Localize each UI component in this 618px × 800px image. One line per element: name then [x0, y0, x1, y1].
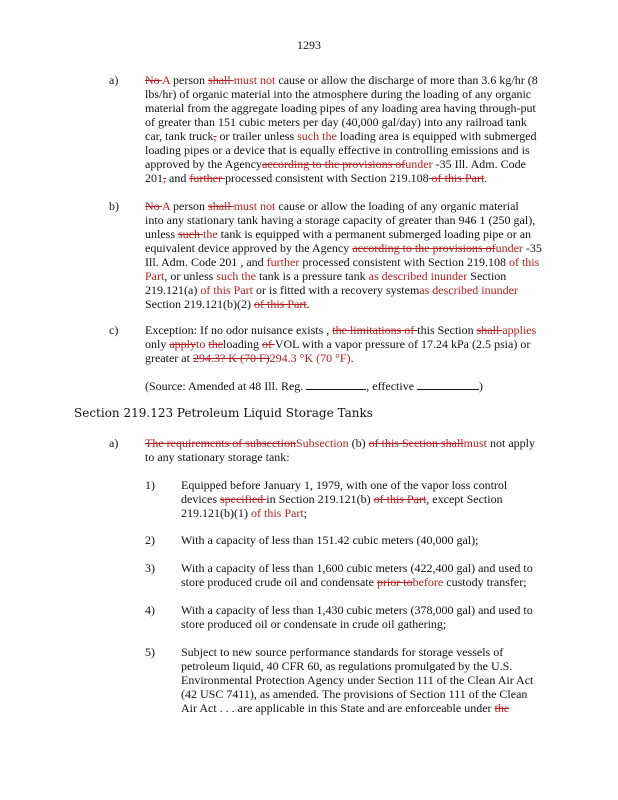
- section-123-a-body: [145, 436, 535, 464]
- text-line: [145, 87, 538, 101]
- para-a-label: a): [109, 73, 119, 87]
- text-run: Section: [470, 269, 507, 283]
- deleted-text: ,: [213, 129, 217, 143]
- text-run: With a capacity of less than 1,430 cubic meters (378,000 gal) and used to: [181, 603, 533, 617]
- text-run: lbs/hr) of organic material into the atmosphere during the loading of any organic: [145, 87, 532, 101]
- text-run: person: [170, 73, 209, 87]
- text-line: [145, 143, 538, 157]
- text-line: [181, 673, 533, 687]
- item-4-label: 4): [145, 603, 155, 617]
- deleted-text: No: [145, 199, 163, 213]
- item-1-label: 1): [145, 478, 155, 492]
- text-run: approved by the Agency: [145, 157, 262, 171]
- inserted-text: as described in: [419, 283, 491, 297]
- source-middle: , effective: [366, 379, 418, 393]
- text-line: [145, 323, 536, 337]
- deleted-text: according to the provisions of: [261, 157, 406, 171]
- text-run: equivalent device approved by the Agency: [145, 241, 353, 255]
- text-run: Ill. Adm. Code 201: [145, 255, 238, 269]
- inserted-text: under: [439, 269, 471, 283]
- text-run: .: [306, 297, 310, 311]
- inserted-text: Subsection: [295, 436, 349, 450]
- text-line: [145, 255, 542, 269]
- source-suffix: ): [479, 379, 484, 393]
- text-run: loading area is equipped with submerged: [336, 129, 537, 143]
- text-line: [181, 575, 533, 589]
- inserted-text: Part: [145, 269, 165, 283]
- deleted-text: No: [145, 73, 163, 87]
- text-run: VOL with a vapor pressure of 17.24 kPa (2.5 psia) or: [274, 337, 531, 351]
- text-line: [181, 492, 507, 506]
- deleted-text: such: [178, 227, 203, 241]
- text-run: With a capacity of less than 1,600 cubic meters (422,400 gal) and used to: [181, 561, 533, 575]
- deleted-text: of this Part: [253, 297, 307, 311]
- text-line: [145, 129, 538, 143]
- text-line: [145, 269, 542, 283]
- inserted-text: must not: [233, 73, 276, 87]
- text-run: this Section: [417, 323, 477, 337]
- text-run: processed consistent with Section 219.108: [299, 255, 509, 269]
- text-run: tank is equipped with a permanent submerged loading pipe or an: [217, 227, 532, 241]
- deleted-text: specified: [219, 492, 267, 506]
- deleted-text: The requirements of subsection: [145, 436, 296, 450]
- text-line: [181, 533, 478, 547]
- text-run: , and: [237, 255, 267, 269]
- text-run: , except Section: [426, 492, 503, 506]
- inserted-text: of this: [508, 255, 540, 269]
- text-run: loading pipes or a device that is equally effective in controlling emissions and is: [145, 143, 530, 157]
- item-2-body: [181, 533, 478, 547]
- inserted-text: such the: [297, 129, 337, 143]
- inserted-text: under: [405, 157, 436, 171]
- text-run: With a capacity of less than 151.42 cubic meters (40,000 gal);: [181, 533, 479, 547]
- text-run: cause or allow the discharge of more than 3.6 kg/hr (8: [275, 73, 538, 87]
- text-line: [181, 645, 533, 659]
- text-run: 219.121(b)(1): [181, 506, 251, 520]
- text-run: person: [170, 199, 209, 213]
- deleted-text: shall: [476, 323, 503, 337]
- item-3-label: 3): [145, 561, 155, 575]
- source-note: [145, 379, 483, 393]
- text-line: [145, 73, 538, 87]
- inserted-text: must: [463, 436, 487, 450]
- text-run: petroleum liquid, 40 CFR 60, as regulations promulgated by the U.S.: [181, 659, 513, 673]
- text-run: or trailer unless: [216, 129, 298, 143]
- deleted-text: prior to: [376, 575, 413, 589]
- deleted-text: apply: [169, 337, 197, 351]
- deleted-text: of this Part: [373, 492, 427, 506]
- text-run: to any stationary storage tank:: [145, 450, 290, 464]
- inserted-text: must not: [233, 199, 276, 213]
- text-line: [181, 603, 533, 617]
- text-run: or is fitted with a recovery system: [253, 283, 420, 297]
- inserted-text: 294.3 °K (70 °F): [269, 351, 351, 365]
- inserted-text: before: [412, 575, 444, 589]
- text-line: [145, 436, 535, 450]
- item-4-body: [181, 603, 533, 631]
- text-line: [181, 617, 533, 631]
- text-run: Equipped before January 1, 1979, with one of the vapor loss control: [181, 478, 508, 492]
- text-run: car, tank truck: [145, 129, 214, 143]
- text-line: [181, 506, 507, 520]
- item-2-label: 2): [145, 533, 155, 547]
- text-run: processed consistent with Section 219.108: [224, 171, 429, 185]
- text-line: [145, 227, 542, 241]
- item-3-body: [181, 561, 533, 589]
- inserted-text: of this Part: [200, 283, 253, 297]
- text-run: 201: [145, 171, 163, 185]
- deleted-text: according to the provisions of: [352, 241, 496, 255]
- source-blank-2: [417, 379, 479, 390]
- text-line: [145, 101, 538, 115]
- text-run: .: [484, 171, 488, 185]
- deleted-text: the: [208, 337, 224, 351]
- deleted-text: shall: [208, 73, 234, 87]
- deleted-text: 294.3? K (70 F): [192, 351, 270, 365]
- text-run: devices: [181, 492, 220, 506]
- text-run: Exception: If no odor nuisance exists ,: [145, 323, 333, 337]
- text-line: [181, 701, 533, 715]
- text-line: [145, 115, 538, 129]
- text-line: [145, 213, 542, 227]
- text-line: [145, 283, 542, 297]
- inserted-text: A: [162, 73, 171, 87]
- text-run: loading: [223, 337, 263, 351]
- text-run: ;: [303, 506, 307, 520]
- source-prefix: (Source: Amended at 48 Ill. Reg.: [145, 379, 307, 393]
- para-b-body: [145, 199, 542, 311]
- text-run: -35 Ill. Adm. Code: [435, 157, 526, 171]
- item-5-label: 5): [145, 645, 155, 659]
- text-run: Environmental Protection Agency under Section 111 of the Clean Air Act: [181, 673, 534, 687]
- text-run: store produced crude oil and condensate: [181, 575, 377, 589]
- inserted-text: under: [495, 241, 526, 255]
- text-line: [145, 171, 538, 185]
- para-c-body: [145, 323, 536, 365]
- inserted-text: as described in: [368, 269, 440, 283]
- deleted-text: the limitations of: [332, 323, 418, 337]
- para-a-body: [145, 73, 538, 185]
- text-line: [181, 478, 507, 492]
- text-run: tank is a pressure tank: [256, 269, 369, 283]
- item-5-body: [181, 645, 533, 715]
- text-run: cause or allow the loading of any organic material: [275, 199, 519, 213]
- para-c-label: c): [109, 323, 119, 337]
- text-line: [181, 659, 533, 673]
- text-run: -35: [525, 241, 542, 255]
- section-heading: Section 219.123 Petroleum Liquid Storage Tanks: [74, 406, 373, 420]
- text-run: Air Act . . . are applicable in this State and are enforceable under: [181, 701, 495, 715]
- text-run: material from the aggregate loading pipes of any loading area having through-put: [145, 101, 536, 115]
- inserted-text: under: [490, 283, 518, 297]
- text-line: [145, 337, 536, 351]
- text-run: not apply: [486, 436, 535, 450]
- text-run: unless: [145, 227, 178, 241]
- para-b-label: b): [109, 199, 119, 213]
- deleted-text: of this Part: [428, 171, 485, 185]
- deleted-text: the: [494, 701, 510, 715]
- page-number: 1293: [297, 38, 321, 52]
- text-run: , or unless: [164, 269, 217, 283]
- inserted-text: further: [266, 255, 300, 269]
- source-blank-1: [306, 379, 366, 390]
- inserted-text: applies: [502, 323, 537, 337]
- text-line: [145, 157, 538, 171]
- deleted-text: shall: [208, 199, 234, 213]
- text-run: in Section 219.121(b): [266, 492, 374, 506]
- text-run: and: [166, 171, 190, 185]
- text-run: Subject to new source performance standards for storage vessels of: [181, 645, 504, 659]
- text-run: 219.121(a): [145, 283, 201, 297]
- text-line: [181, 687, 533, 701]
- text-line: [145, 450, 535, 464]
- text-line: [145, 351, 536, 365]
- text-run: (42 USC 7411), as amended. The provisions of Section 111 of the Clean: [181, 687, 528, 701]
- inserted-text: A: [162, 199, 171, 213]
- deleted-text: of this Section shall: [368, 436, 464, 450]
- text-run: only: [145, 337, 170, 351]
- inserted-text: the: [203, 227, 218, 241]
- text-run: custody transfer;: [443, 575, 527, 589]
- text-run: (b): [348, 436, 369, 450]
- text-line: [181, 561, 533, 575]
- text-line: [145, 297, 542, 311]
- inserted-text: to: [196, 337, 209, 351]
- text-run: Section 219.121(b)(2): [145, 297, 254, 311]
- text-run: .: [350, 351, 354, 365]
- text-run: greater at: [145, 351, 193, 365]
- inserted-text: of this Part: [250, 506, 304, 520]
- deleted-text: ,: [163, 171, 166, 185]
- text-run: store produced oil or condensate in crude oil gathering;: [181, 617, 447, 631]
- section-123-a-label: a): [109, 436, 119, 450]
- inserted-text: such the: [216, 269, 256, 283]
- text-line: [145, 241, 542, 255]
- text-line: [145, 199, 542, 213]
- item-1-body: [181, 478, 507, 520]
- deleted-text: of: [262, 337, 275, 351]
- text-run: of greater than 151 cubic meters per day (40,000 gal/day) into any railroad tank: [145, 115, 527, 129]
- text-run: into any stationary tank having a storage capacity of greater than 946 1 (250 gal),: [145, 213, 536, 227]
- deleted-text: further: [189, 171, 225, 185]
